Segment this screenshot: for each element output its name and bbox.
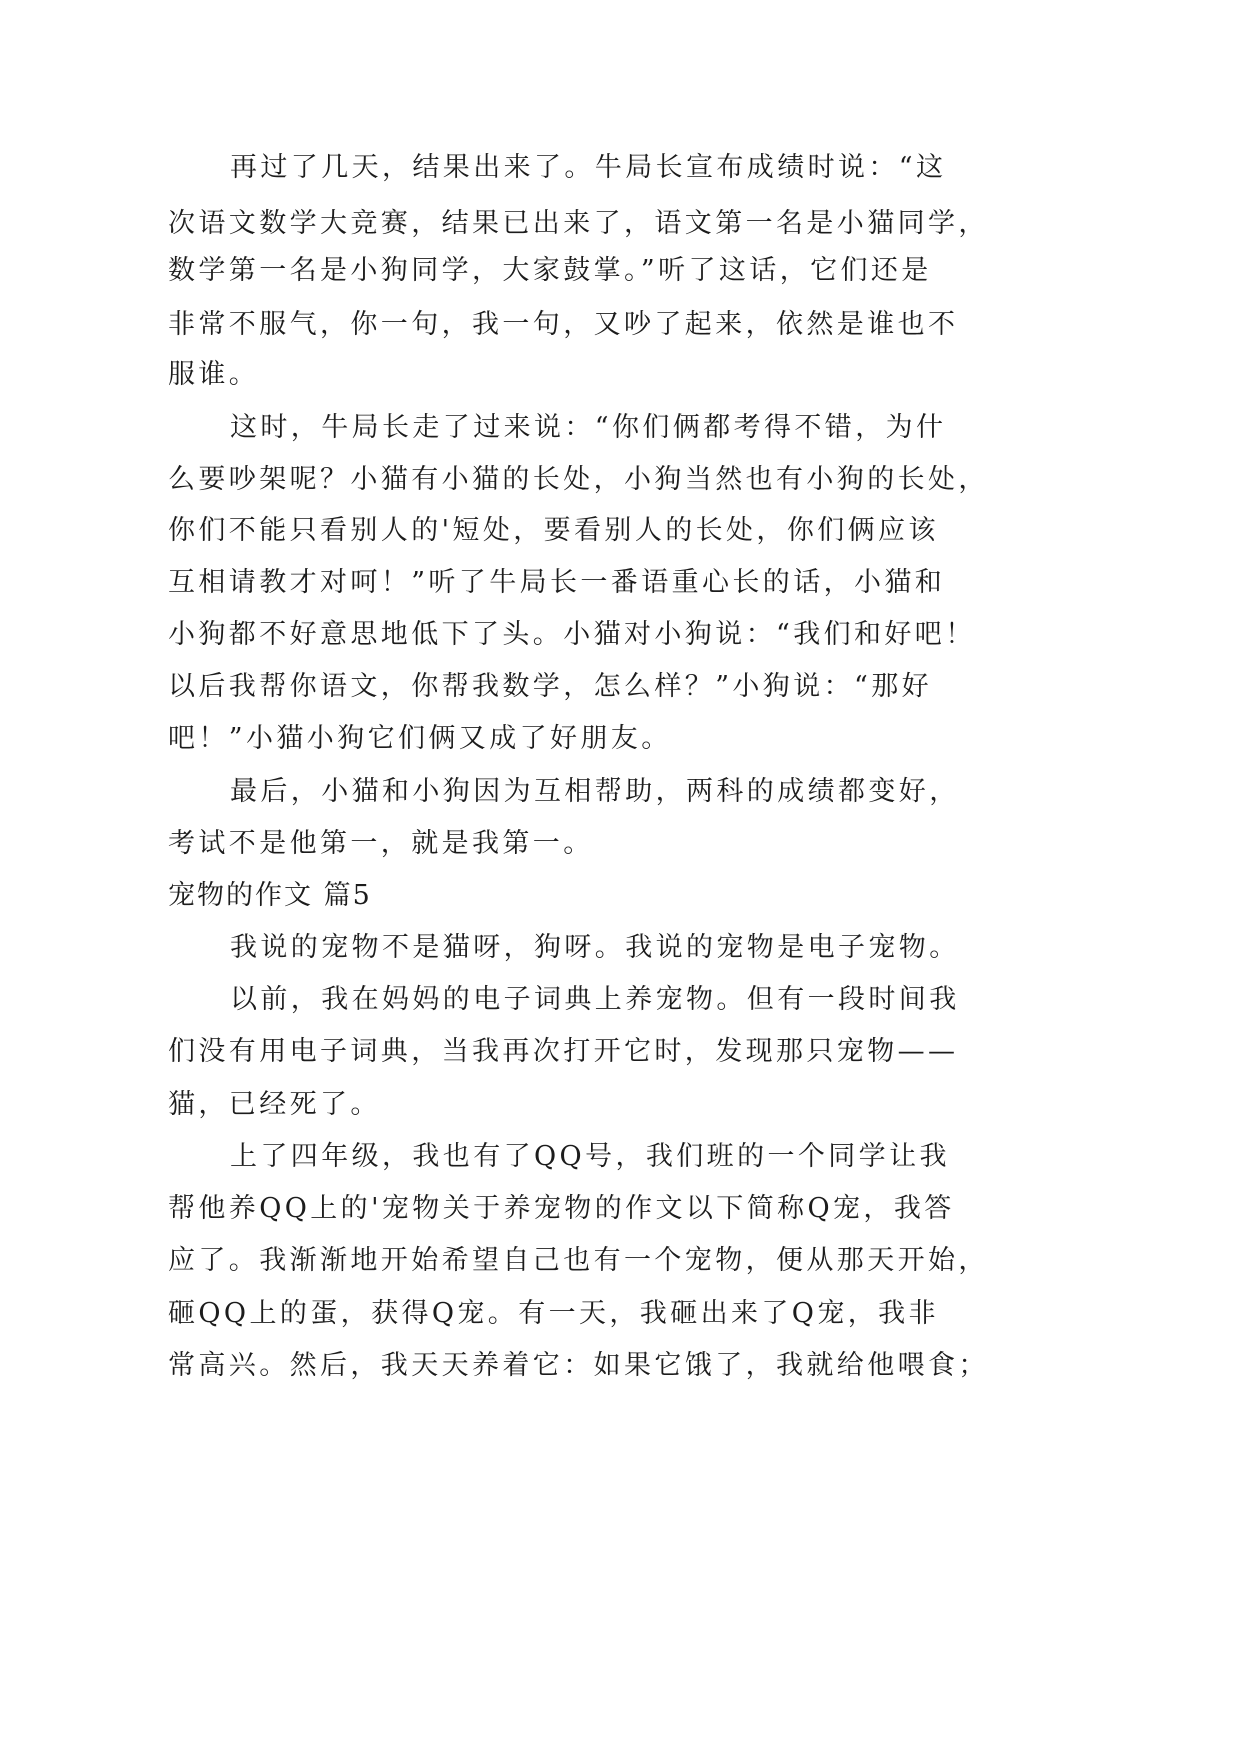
- paragraph-line: 再过了几天，结果出来了。牛局长宣布成绩时说：“这: [230, 152, 947, 183]
- paragraph-line: 以前，我在妈妈的电子词典上养宠物。但有一段时间我: [230, 984, 960, 1015]
- paragraph-line: 以后我帮你语文，你帮我数学，怎么样？”小狗说：“那好: [168, 671, 933, 702]
- paragraph-line: 你们不能只看别人的'短处，要看别人的长处，你们俩应该: [168, 515, 939, 546]
- paragraph-line: 数学第一名是小狗同学，大家鼓掌。”听了这话，它们还是: [168, 255, 932, 286]
- paragraph-line: 次语文数学大竞赛，结果已出来了，语文第一名是小猫同学，: [168, 208, 989, 239]
- paragraph-line: 服谁。: [168, 359, 260, 390]
- paragraph-line: 帮他养QQ上的'宠物关于养宠物的作文以下简称Q宠，我答: [168, 1193, 955, 1224]
- paragraph-line: 们没有用电子词典，当我再次打开它时，发现那只宠物——: [168, 1036, 959, 1067]
- paragraph-line: 非常不服气，你一句，我一句，又吵了起来，依然是谁也不: [168, 309, 959, 340]
- paragraph-line: 最后，小猫和小狗因为互相帮助，两科的成绩都变好，: [230, 776, 960, 807]
- paragraph-line: 小狗都不好意思地低下了头。小猫对小狗说：“我们和好吧！: [168, 619, 976, 650]
- paragraph-line: 我说的宠物不是猫呀，狗呀。我说的宠物是电子宠物。: [230, 932, 960, 963]
- paragraph-line: 互相请教才对呵！”听了牛局长一番语重心长的话，小猫和: [168, 567, 946, 598]
- paragraph-line: 砸QQ上的蛋，获得Q宠。有一天，我砸出来了Q宠，我非: [168, 1298, 939, 1329]
- paragraph-line: 考试不是他第一，就是我第一。: [168, 828, 594, 859]
- paragraph-line: 常高兴。然后，我天天养着它：如果它饿了，我就给他喂食；: [168, 1350, 989, 1381]
- section-heading: 宠物的作文 篇5: [168, 880, 372, 911]
- paragraph-line: 么要吵架呢？小猫有小猫的长处，小狗当然也有小狗的长处，: [168, 464, 989, 495]
- paragraph-line: 应了。我渐渐地开始希望自己也有一个宠物，便从那天开始，: [168, 1245, 989, 1276]
- paragraph-line: 这时，牛局长走了过来说：“你们俩都考得不错，为什: [230, 412, 947, 443]
- paragraph-line: 吧！”小猫小狗它们俩又成了好朋友。: [168, 723, 672, 754]
- paragraph-line: 猫，已经死了。: [168, 1089, 381, 1120]
- paragraph-line: 上了四年级，我也有了QQ号，我们班的一个同学让我: [230, 1141, 950, 1172]
